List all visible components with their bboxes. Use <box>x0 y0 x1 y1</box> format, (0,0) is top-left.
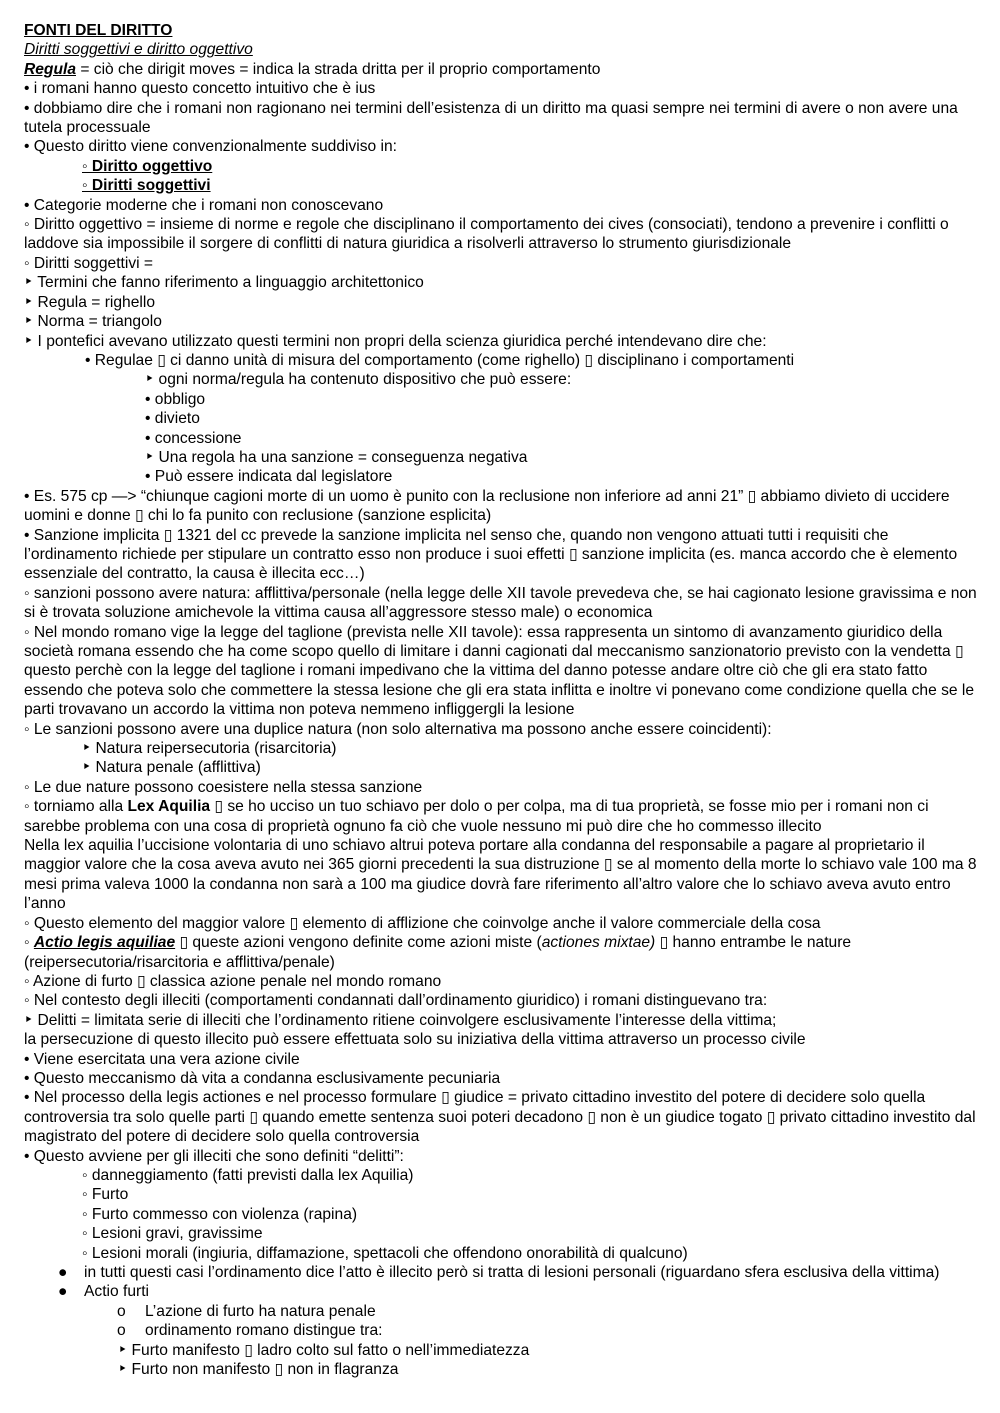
list-item: ‣ ogni norma/regula ha contenuto dispositivo che può essere: <box>145 371 572 389</box>
text-paragraph <box>24 797 979 836</box>
text-line: • Viene esercitata una vera azione civile <box>24 1050 300 1068</box>
list-item: ‣ Natura penale (afflittiva) <box>82 759 261 777</box>
text-line: • Questo avviene per gli illeciti che sono definiti “delitti”: <box>24 1147 404 1165</box>
list-item: • Può essere indicata dal legislatore <box>145 468 393 486</box>
text-paragraph: ◦ Diritto oggettivo = insieme di norme e regole che disciplinano il comportamento dei cives (consociati), tendono a prevenire i conflitti o laddove sia impossibile il sorgere di conflitti di natura giuridica a risolverli attraverso lo strumento giurisdizionale <box>24 216 949 253</box>
text-line: ‣ Norma = triangolo <box>24 313 162 331</box>
text-span: ◦ <box>24 934 34 952</box>
bullet-dot: ● <box>58 1283 68 1301</box>
text-span: L’azione di furto ha natura penale <box>145 1302 376 1320</box>
text-span: ordinamento romano distingue tra: <box>145 1322 383 1340</box>
text-span: ▯ queste azioni vengono definite come azioni miste ( <box>175 934 542 952</box>
text-paragraph: ◦ sanzioni possono avere natura: afflittiva/personale (nella legge delle XII tavole prevedeva che, se hai cagionato lesione gravissima e non si è trovata soluzione amichevole la vittima causa all’aggressore stesso male) o economica <box>24 584 977 622</box>
list-item: • divieto <box>145 410 200 428</box>
list-item: ◦ Furto <box>82 1186 129 1204</box>
text-line: • Questo meccanismo dà vita a condanna esclusivamente pecuniaria <box>24 1069 501 1087</box>
list-item: ‣ Furto non manifesto ▯ non in flagranza <box>118 1361 399 1379</box>
text-paragraph: • dobbiamo dire che i romani non ragionano nei termini dell’esistenza di un diritto ma quasi sempre nei termini di avere o non avere una tutela processuale <box>24 99 958 137</box>
list-item: ‣ Furto manifesto ▯ ladro colto sul fatto o nell’immediatezza <box>118 1341 530 1359</box>
text-span: ◦ torniamo alla <box>24 798 128 816</box>
text-span: ▯ hanno entrambe le nature (reipersecutoria/risarcitoria e afflittiva/penale) <box>24 934 852 971</box>
term-lex-aquilia: Lex Aquilia <box>127 798 211 816</box>
list-item <box>24 1282 979 1301</box>
list-item <box>24 1263 979 1282</box>
bullet-dot: ● <box>58 1264 68 1281</box>
document-subtitle: Diritti soggettivi e diritto oggettivo <box>24 41 253 59</box>
text-line: ◦ Le sanzioni possono avere una duplice natura (non solo alternativa ma possono anche essere coincidenti): <box>24 720 772 738</box>
list-item: ◦ Furto commesso con violenza (rapina) <box>82 1205 358 1223</box>
text-line: ◦ Questo elemento del maggior valore ▯ elemento di afflizione che coinvolge anche il valore commerciale della cosa <box>24 914 821 932</box>
list-item: ◦ Lesioni morali (ingiuria, diffamazione, spettacoli che offendono onorabilità di qualcuno) <box>82 1244 688 1262</box>
list-item: ‣ Una regola ha una sanzione = conseguenza negativa <box>145 448 528 466</box>
text-span: = ciò che dirigit moves = indica la strada dritta per il proprio comportamento <box>76 60 601 78</box>
term-actio-legis-aquiliae: Actio legis aquiliae <box>33 934 176 952</box>
text-line: ‣ Delitti = limitata serie di illeciti che l’ordinamento ritiene coinvolgere esclusivamente l’interesse della vittima; <box>24 1011 777 1029</box>
list-item: • concessione <box>145 429 242 447</box>
text-line: ‣ I pontefici avevano utilizzato questi termini non propri della scienza giuridica perché intendevano dire che: <box>24 332 767 350</box>
list-item: ◦ Diritti soggettivi <box>82 177 211 195</box>
text-paragraph <box>24 933 979 972</box>
list-item: ◦ Diritto oggettivo <box>82 157 213 175</box>
list-item: ◦ danneggiamento (fatti previsti dalla lex Aquilia) <box>82 1166 414 1184</box>
list-item: • Regulae ▯ ci danno unità di misura del comportamento (come righello) ▯ disciplinano i comportamenti <box>85 351 795 369</box>
text-line: ◦ Diritti soggettivi = <box>24 254 154 272</box>
document-title: FONTI DEL DIRITTO <box>24 22 173 39</box>
text-span: Actio furti <box>84 1283 149 1301</box>
text-paragraph: • Nel processo della legis actiones e nel processo formulare ▯ giudice = privato cittadino investito del potere di decidere solo quella controversia tra solo quelle parti ▯ quando emette sentenza suoi poteri decadono ▯ non è un giudice togato ▯ privato cittadino investito dal magistrato del potere di decidere solo quella controversia <box>24 1089 976 1146</box>
text-span: in tutti questi casi l’ordinamento dice l’atto è illecito però si tratta di lesioni personali (riguardano sfera esclusiva della vittima) <box>84 1264 940 1281</box>
text-paragraph: Nella lex aquilia l’uccisione volontaria di uno schiavo altrui poteva portare alla condanna del responsabile a pagare al proprietario il maggior valore che la cosa aveva avuto nei 365 giorni precedenti la sua distruzione ▯ se al momento della morte lo schiavo vale 100 ma 8 mesi prima valeva 1000 la condanna non sarà a 100 ma giudice dovrà fare riferimento all’altro valore che lo schiavo aveva avuto entro l’anno <box>24 837 977 913</box>
term-actiones-mixtae: actiones mixtae) <box>541 934 656 952</box>
document-body <box>24 21 979 1379</box>
text-paragraph: • Es. 575 cp —> “chiunque cagioni morte di un uomo è punito con la reclusione non inferiore ad anni 21” ▯ abbiamo divieto di uccidere uomini e donne ▯ chi lo fa punito con reclusione (sanzione esplicita) <box>24 487 950 525</box>
text-line: ‣ Regula = righello <box>24 293 155 311</box>
text-line: la persecuzione di questo illecito può essere effettuata solo su iniziativa della vittima attraverso un processo civile <box>24 1031 806 1049</box>
list-item <box>24 1302 979 1321</box>
text-line: ‣ Termini che fanno riferimento a linguaggio architettonico <box>24 274 424 292</box>
bullet-o: o <box>117 1302 126 1320</box>
list-item <box>24 1321 979 1340</box>
list-item: • obbligo <box>145 390 206 408</box>
list-item: ◦ Lesioni gravi, gravissime <box>82 1225 263 1243</box>
text-line: • Categorie moderne che i romani non conoscevano <box>24 196 384 214</box>
text-line <box>24 60 979 79</box>
text-line: • Questo diritto viene convenzionalmente suddiviso in: <box>24 138 397 156</box>
text-paragraph: • Sanzione implicita ▯ 1321 del cc prevede la sanzione implicita nel senso che, quando non vengono attuati tutti i requisiti che l’ordinamento richiede per stipulare un contratto esso non produce i suoi effetti ▯ sanzione implicita (es. manca accordo che è elemento essenziale del contratto, la causa è illecita ecc…) <box>24 526 958 583</box>
text-span: ▯ se ho ucciso un tuo schiavo per dolo o per colpa, ma di tua proprietà, se fosse mio per i romani non ci sarebbe problema con una cosa di proprietà ognuno fa ciò che vuole nessuno mi può dire che ho commesso illecito <box>24 798 929 835</box>
term-regula: Regula <box>24 60 76 78</box>
text-line: ◦ Nel contesto degli illeciti (comportamenti condannati dall’ordinamento giuridico) i romani distinguevano tra: <box>24 992 768 1010</box>
list-item: ‣ Natura reipersecutoria (risarcitoria) <box>82 740 337 758</box>
text-line: ◦ Azione di furto ▯ classica azione penale nel mondo romano <box>24 972 442 990</box>
text-line: ◦ Le due nature possono coesistere nella stessa sanzione <box>24 778 423 796</box>
text-paragraph: ◦ Nel mondo romano vige la legge del taglione (prevista nelle XII tavole): essa rappresenta un sintomo di avanzamento giuridico della società romana essendo che ha come scopo quello di limitare i danni cagionati dal meccanismo sanzionatorio previsto con la vendetta ▯ questo perchè con la legge del taglione i romani impedivano che la vittima del danno potesse andare oltre ciò che gli era stato fatto essendo che poteva solo che commettere la stessa lesione che gli era stata inflitta e inoltre vi ponevano come condizione quella che se le parti trovavano un accordo la vittima non poteva nemmeno infliggergli la lesione <box>24 623 975 719</box>
text-line: • i romani hanno questo concetto intuitivo che è ius <box>24 80 376 98</box>
bullet-o: o <box>117 1322 126 1340</box>
